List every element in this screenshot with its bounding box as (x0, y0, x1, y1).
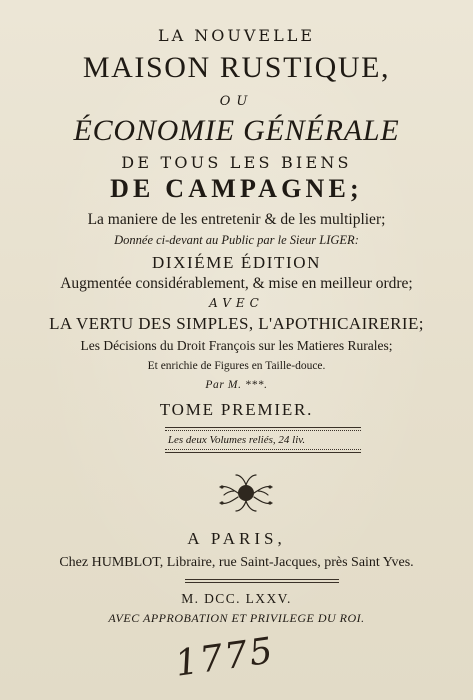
author-line: Donnée ci-devant au Public par le Sieur LIGER: (114, 233, 359, 247)
title-line-1: LA NOUVELLE (157, 26, 316, 45)
title-subtitle: ÉCONOMIE GÉNÉRALE (73, 114, 400, 147)
tome-line: TOME PREMIER. (159, 400, 314, 419)
avec-line: AVEC (209, 296, 264, 310)
title-line-7: La maniere de les entretenir & de les multiplier; (87, 211, 386, 228)
edition-line: DIXIÉME ÉDITION (152, 253, 321, 272)
vertu-line: LA VERTU DES SIMPLES, L'APOTHICAIRERIE; (49, 314, 424, 333)
handwritten-year: 1775 (172, 630, 277, 685)
augmented-line: Augmentée considérablement, & mise en meilleur ordre; (60, 275, 413, 292)
place-line: A PARIS, (187, 529, 286, 548)
year-line: M. DCC. LXXV. (181, 591, 292, 606)
publisher-line: Chez HUMBLOT, Libraire, rue Saint-Jacques, près Saint Yves. (59, 555, 414, 570)
privilege-line: AVEC APPROBATION ET PRIVILEGE DU ROI. (108, 611, 365, 625)
title-main: MAISON RUSTIQUE, (82, 51, 391, 84)
figures-line: Et enrichie de Figures en Taille-douce. (147, 360, 326, 372)
title-line-6: DE CAMPAGNE; (110, 174, 363, 203)
double-rule (185, 579, 339, 583)
title-conjunction: OU (219, 94, 254, 109)
price-note: Les deux Volumes reliés, 24 liv. (167, 434, 306, 446)
floral-vignette-icon (214, 471, 278, 515)
decisions-line: Les Décisions du Droit François sur les Matieres Rurales; (80, 338, 393, 353)
title-line-5: DE TOUS LES BIENS (121, 153, 352, 172)
par-line: Par M. ***. (205, 379, 268, 391)
